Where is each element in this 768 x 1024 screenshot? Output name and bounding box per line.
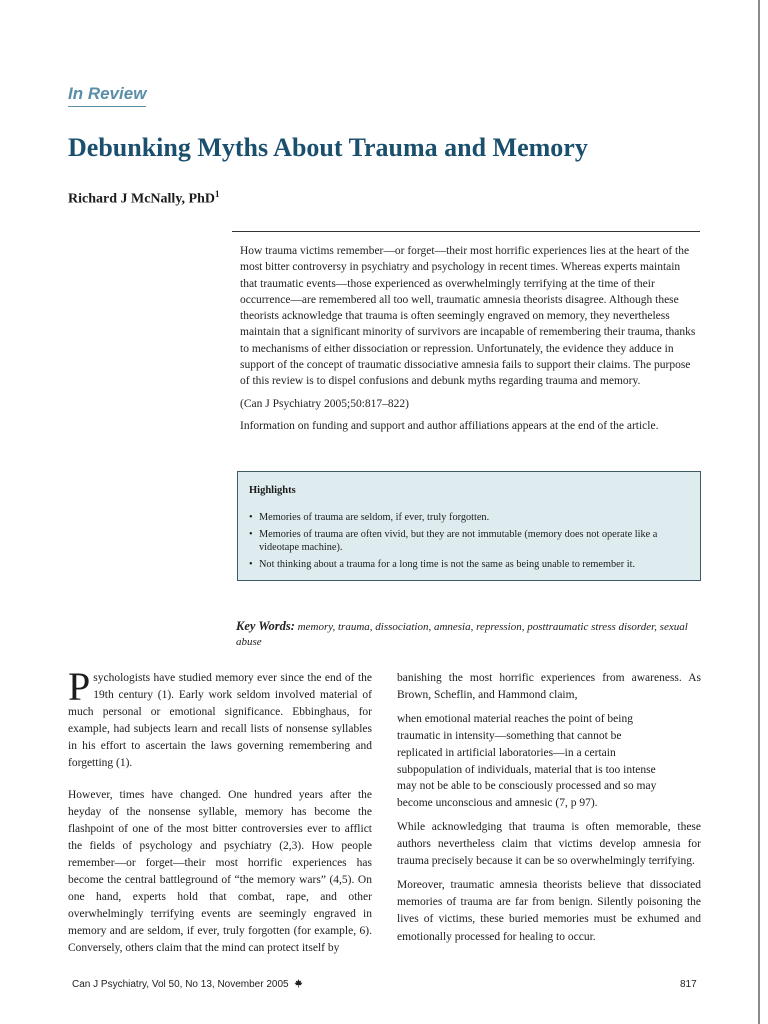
body-column-right (397, 670, 701, 953)
body-paragraph: However, times have changed. One hundred years after the heyday of the nonsense syllable, memory has become the flashpoint of one of the most bitter controversies ever to afflict the fields of psychology and psychiatry (2,3). How people remember—or forget—their most horrific experiences has become the central battleground of “the memory wars” (4,5). On one hand, experts hold that combat, rape, and other overwhelmingly terrifying events are seemingly engraved in memory and are seldom, if ever, truly forgotten (for example, 6). Conversely, others claim that the mind can protect itself by (68, 788, 372, 955)
funding-note: Information on funding and support and author affiliations appears at the end of the article. (240, 419, 659, 432)
body-column-left (68, 664, 372, 972)
abstract-divider (232, 231, 700, 232)
keywords-text: memory, trauma, dissociation, amnesia, repression, posttraumatic stress disorder, sexual abuse (236, 621, 688, 648)
body-paragraph (68, 664, 372, 773)
abstract-citation: (Can J Psychiatry 2005;50:817–822) (240, 397, 409, 410)
highlight-item: • Not thinking about a trauma for a long time is not the same as being unable to remember it. (249, 558, 689, 571)
drop-cap: P (68, 664, 91, 709)
body-paragraph: banishing the most horrific experiences from awareness. As Brown, Scheflin, and Hammond claim, (397, 672, 701, 702)
author-name: Richard J McNally, PhD (68, 191, 215, 207)
body-paragraph: Moreover, traumatic amnesia theorists believe that dissociated memories of trauma are far from benign. Silently poisoning the lives of victims, these buried memories must be exhumed and emotionally processed for healing to occur. (397, 879, 701, 943)
maple-leaf-icon (294, 979, 303, 988)
affiliation-mark: 1 (215, 189, 220, 199)
highlight-item: • Memories of trauma are seldom, if ever, truly forgotten. (249, 511, 689, 524)
highlights-box (237, 471, 701, 581)
author-line (68, 189, 220, 208)
highlight-item: • Memories of trauma are often vivid, but they are not immutable (memory does not operate like a videotape machine). (249, 528, 689, 554)
abstract (240, 243, 700, 440)
paragraph-text: sychologists have studied memory ever since the end of the 19th century (1). Early work seldom involved material of much personal or emotional significance. Ebbinghaus, for example, had subjects learn and recall lists of nonsense syllables in his effort to ascertain the laws governing remembering and forgetting (1). (68, 672, 372, 770)
highlights-list (249, 511, 689, 571)
page-edge (758, 0, 760, 1024)
block-quote: when emotional material reaches the point of being traumatic in intensity—something that cannot be replicated in artificial laboratories—in a certain subpopulation of individuals, material that is too intense may not be able to be consciously processed and so may become unconscious and amnesic (7, p 97). (397, 713, 657, 810)
body-paragraph: While acknowledging that trauma is often memorable, these authors nevertheless claim that victims develop amnesia for trauma precisely because it can be so overwhelmingly terrifying. (397, 820, 701, 868)
highlights-title: Highlights (249, 485, 296, 496)
journal-citation: Can J Psychiatry, Vol 50, No 13, November 2005 (72, 979, 289, 990)
abstract-text: How trauma victims remember—or forget—their most horrific experiences lies at the heart of the most bitter controversy in psychiatry and psychology in recent times. Whereas experts maintain that traumatic events—those experienced as overwhelmingly terrifying at the time of their occurrence—are remembered all too well, traumatic amnesia theorists disagree. Although these theorists acknowledge that trauma is often seemingly engraved on memory, they nevertheless maintain that a significant minority of survivors are incapable of remembering their trauma, thanks to mechanisms of either dissociation or repression. Unfortunately, the evidence they adduce in support of the concept of traumatic dissociative amnesia fails to support their claims. The purpose of this review is to dispel confusions and debunk myths regarding trauma and memory. (240, 245, 696, 388)
article-title: Debunking Myths About Trauma and Memory (68, 133, 588, 162)
footer-journal (72, 979, 303, 990)
section-tag: In Review (68, 84, 146, 107)
page-number: 817 (680, 979, 697, 990)
keywords-label: Key Words: (236, 619, 295, 633)
keywords (236, 619, 696, 650)
